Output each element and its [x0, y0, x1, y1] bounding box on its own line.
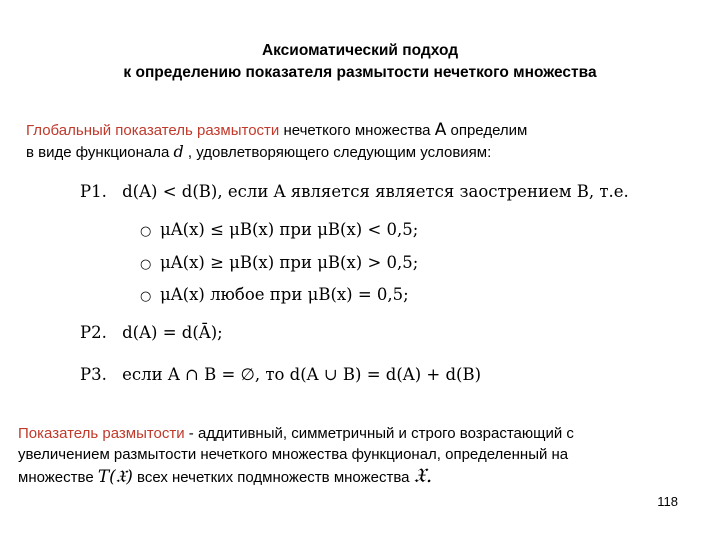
- intro-text-3: в виде функционала: [26, 144, 174, 161]
- title-line-2: к определению показателя размытости нечеткого множества: [123, 64, 597, 81]
- p2-expression: d(A) = d(Ā);: [122, 323, 223, 342]
- bullet-circle: ○: [140, 257, 152, 272]
- global-fuzziness-term: Глобальный показатель размытости: [26, 122, 280, 139]
- intro-text-1: нечеткого множества: [279, 122, 435, 139]
- bullet-1-expression: μA(x) ≤ μB(x) при μB(x) < 0,5;: [160, 220, 419, 239]
- p1-label: P1.: [80, 182, 107, 201]
- definition-text-1: - аддитивный, симметричный и строго возрастающий с: [184, 425, 574, 442]
- intro-text-2: определим: [446, 122, 528, 139]
- title-line-1: Аксиоматический подход: [261, 42, 459, 59]
- condition-p1: [80, 182, 629, 201]
- fuzziness-index-term: Показатель размытости: [18, 425, 185, 442]
- condition-p1-bullet-2: [140, 253, 418, 272]
- universe-symbol: 𝔛.: [413, 463, 433, 487]
- bullet-circle: ○: [140, 224, 152, 239]
- fuzzy-subsets-symbol: T(𝔛): [97, 467, 133, 487]
- intro-paragraph: [26, 120, 696, 163]
- set-a-symbol: A: [434, 120, 447, 140]
- slide-title: [0, 40, 720, 84]
- condition-p2: [80, 323, 223, 342]
- definition-text-4: всех нечетких подмножеств множества: [132, 469, 414, 486]
- p1-text: если A является является заострением B, т.е.: [222, 182, 629, 201]
- condition-p1-bullet-1: [140, 220, 418, 239]
- bullet-3-expression: μA(x) любое при μB(x) = 0,5;: [160, 285, 409, 304]
- definition-paragraph: [18, 423, 708, 488]
- page-number: 118: [657, 494, 678, 509]
- intro-text-4: , удовлетворяющего следующим условиям:: [183, 144, 492, 161]
- functional-d-symbol: d: [173, 142, 184, 161]
- definition-text-3: множестве: [18, 469, 98, 486]
- p3-text: если A ∩ B = ∅, то d(A ∪ B) = d(A) + d(B): [122, 365, 482, 384]
- condition-p1-bullet-3: [140, 285, 409, 304]
- p1-expression: d(A) < d(B),: [122, 182, 223, 201]
- bullet-circle: ○: [140, 289, 152, 304]
- p2-label: P2.: [80, 323, 107, 342]
- p3-label: P3.: [80, 365, 107, 384]
- bullet-2-expression: μA(x) ≥ μB(x) при μB(x) > 0,5;: [160, 253, 419, 272]
- definition-text-2: увеличением размытости нечеткого множества функционал, определенный на: [18, 446, 569, 463]
- condition-p3: [80, 365, 481, 384]
